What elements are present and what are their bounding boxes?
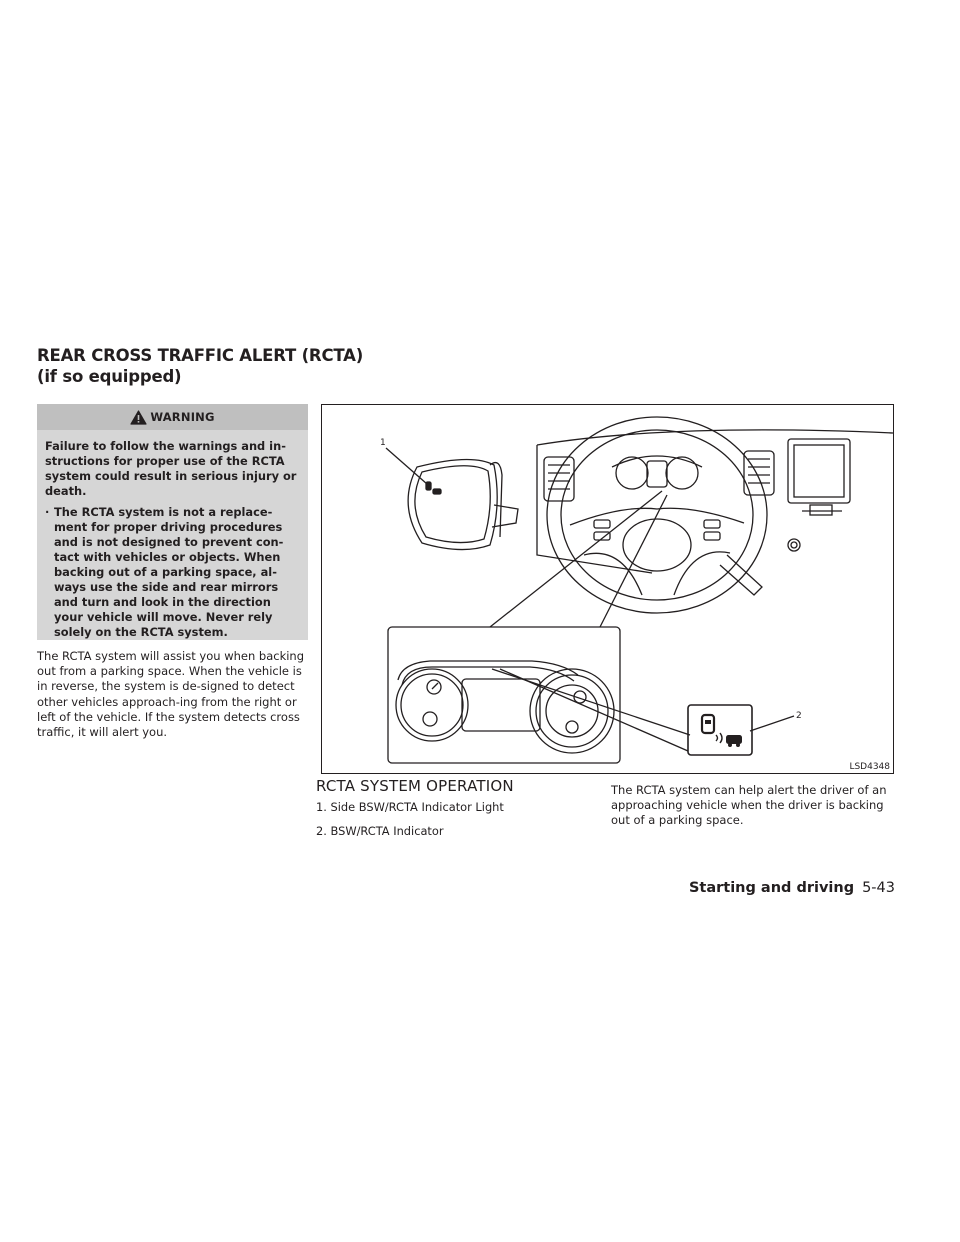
legend-item-2: 2. BSW/RCTA Indicator: [316, 824, 444, 838]
callout-1: 1: [380, 438, 386, 448]
footer-section: Starting and driving: [688, 880, 855, 896]
figure-code: LSD4348: [849, 762, 890, 772]
side-mirror-illustration: [408, 459, 518, 549]
dashboard-illustration: [322, 405, 893, 773]
page-footer: [689, 880, 895, 896]
operation-description: The RCTA system can help alert the driver of an approaching vehicle when the driver is backing out of a parking space.: [611, 783, 887, 828]
section-title: [37, 345, 363, 387]
warning-triangle-icon: [130, 410, 147, 425]
warning-box: [37, 404, 308, 640]
warning-label: WARNING: [150, 410, 215, 424]
side-indicator-light-icon: [426, 482, 441, 494]
section-title-line1: REAR CROSS TRAFFIC ALERT (RCTA): [37, 346, 364, 365]
bsw-rcta-indicator-icon: [702, 715, 742, 747]
bullet-mark: ·: [45, 505, 50, 519]
page-number: 5-43: [862, 880, 895, 896]
operation-heading: RCTA SYSTEM OPERATION: [316, 777, 514, 795]
body-paragraph: The RCTA system will assist you when backing out from a parking space. When the vehicle is in reverse, the system is de-signed to detect other vehicles approach-ing from the right or left of the vehicle. If the system detects cross traffic, it will alert you.: [37, 649, 305, 740]
warning-header: [37, 404, 308, 430]
legend-item-1: 1. Side BSW/RCTA Indicator Light: [316, 800, 504, 814]
warning-bullet: [45, 505, 300, 640]
rcta-figure: [321, 404, 894, 774]
section-title-line2: (if so equipped): [37, 367, 182, 386]
figure-legend: [316, 800, 504, 848]
warning-bullet-text: The RCTA system is not a replace-ment for proper driving procedures and is not designed to prevent con-tact with vehicles or objects. When backing out of a parking space, al-ways use the side and rear mirrors and turn and look in the direction your vehicle will move. Never rely solely on the RCTA system.: [54, 505, 284, 639]
warning-intro: Failure to follow the warnings and in-structions for proper use of the RCTA system could result in serious injury or death.: [45, 439, 297, 498]
callout-2: 2: [796, 711, 802, 721]
